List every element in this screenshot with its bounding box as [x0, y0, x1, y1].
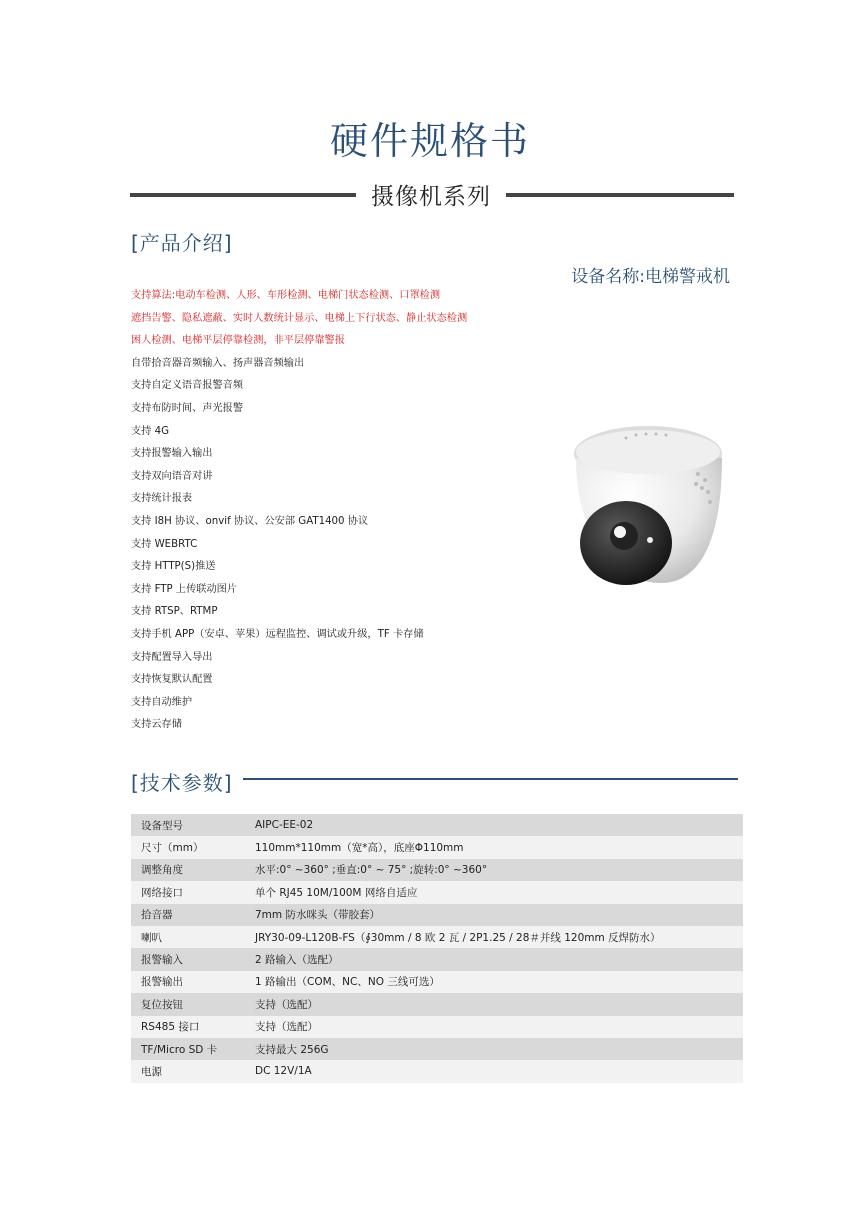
specs-heading-rule — [243, 778, 738, 780]
feature-item: 支持报警输入输出 — [131, 448, 213, 460]
spec-value: JRY30-09-L120B-FS（∮30mm / 8 欧 2 瓦 / 2P1.25 / 28＃并线 120mm 反焊防水） — [245, 926, 743, 948]
spec-value: DC 12V/1A — [245, 1060, 743, 1082]
dome-camera-image — [566, 418, 726, 588]
spec-value: 水平:0° ~360° ;垂直:0° ~ 75° ;旋转:0° ~360° — [245, 859, 743, 881]
feature-item: 支持手机 APP（安卓、苹果）远程监控、调试或升级，TF 卡存储 — [131, 628, 424, 640]
table-row — [131, 1060, 743, 1082]
table-row — [131, 814, 743, 836]
feature-item: 困人检测、电梯平层停靠检测，非平层停靠警报 — [131, 335, 345, 347]
feature-item: 支持配置导入导出 — [131, 651, 213, 663]
spec-table — [131, 814, 743, 1083]
feature-item: 支持 4G — [131, 425, 169, 437]
feature-item: 支持 I8H 协议、onvif 协议、公安部 GAT1400 协议 — [131, 515, 369, 527]
feature-item: 支持 WEBRTC — [131, 538, 198, 550]
feature-list — [131, 289, 551, 741]
table-row — [131, 926, 743, 948]
section-heading-specs: [技术参数] — [131, 771, 233, 795]
spec-value: 2 路输入（选配） — [245, 948, 743, 970]
spec-value: 支持（选配） — [245, 993, 743, 1015]
feature-item: 支持 HTTP(S)推送 — [131, 561, 216, 573]
spec-value: 单个 RJ45 10M/100M 网络自适应 — [245, 881, 743, 903]
spec-key: 复位按钮 — [131, 993, 245, 1015]
spec-key: RS485 接口 — [131, 1016, 245, 1038]
spec-key: 报警输出 — [131, 971, 245, 993]
spec-value: AIPC-EE-02 — [245, 814, 743, 836]
subtitle-divider-left — [130, 193, 356, 197]
table-row — [131, 904, 743, 926]
feature-item: 支持 FTP 上传联动图片 — [131, 583, 238, 595]
document-subtitle: 摄像机系列 — [371, 184, 491, 210]
spec-value: 支持最大 256G — [245, 1038, 743, 1060]
spec-key: TF/Micro SD 卡 — [131, 1038, 245, 1060]
section-heading-intro: [产品介绍] — [131, 231, 233, 255]
table-row — [131, 859, 743, 881]
spec-key: 报警输入 — [131, 948, 245, 970]
subtitle-row — [130, 178, 734, 212]
spec-key: 设备型号 — [131, 814, 245, 836]
feature-item: 支持 RTSP、RTMP — [131, 606, 218, 618]
table-row — [131, 836, 743, 858]
table-row — [131, 881, 743, 903]
table-row — [131, 971, 743, 993]
subtitle-divider-right — [506, 193, 734, 197]
feature-item: 支持布防时间、声光报警 — [131, 402, 244, 414]
table-row — [131, 1038, 743, 1060]
table-row — [131, 1016, 743, 1038]
spec-key: 调整角度 — [131, 859, 245, 881]
device-name: 设备名称:电梯警戒机 — [571, 267, 730, 287]
spec-value: 7mm 防水咪头（带胶套） — [245, 904, 743, 926]
document-title: 硬件规格书 — [329, 119, 530, 163]
feature-item: 支持恢复默认配置 — [131, 674, 213, 686]
table-row — [131, 993, 743, 1015]
spec-key: 尺寸（mm） — [131, 836, 245, 858]
feature-item: 支持算法:电动车检测、人形、车形检测、电梯门状态检测、口罩检测 — [131, 290, 441, 301]
spec-key: 喇叭 — [131, 926, 245, 948]
feature-item: 遮挡告警、隐私遮蔽、实时人数统计显示、电梯上下行状态、静止状态检测 — [131, 312, 468, 324]
feature-item: 支持自动维护 — [131, 696, 193, 708]
feature-item: 支持自定义语音报警音频 — [131, 380, 244, 392]
spec-value: 110mm*110mm（宽*高），底座Φ110mm — [245, 836, 743, 858]
spec-value: 支持（选配） — [245, 1016, 743, 1038]
feature-item: 支持云存储 — [131, 719, 182, 731]
spec-key: 电源 — [131, 1060, 245, 1082]
spec-key: 拾音器 — [131, 904, 245, 926]
spec-key: 网络接口 — [131, 881, 245, 903]
feature-item: 支持双向语音对讲 — [131, 470, 213, 482]
feature-item: 自带拾音器音频输入、扬声器音频输出 — [131, 357, 305, 369]
spec-value: 1 路输出（COM、NC、NO 三线可选） — [245, 971, 743, 993]
feature-item: 支持统计报表 — [131, 493, 193, 505]
table-row — [131, 948, 743, 970]
